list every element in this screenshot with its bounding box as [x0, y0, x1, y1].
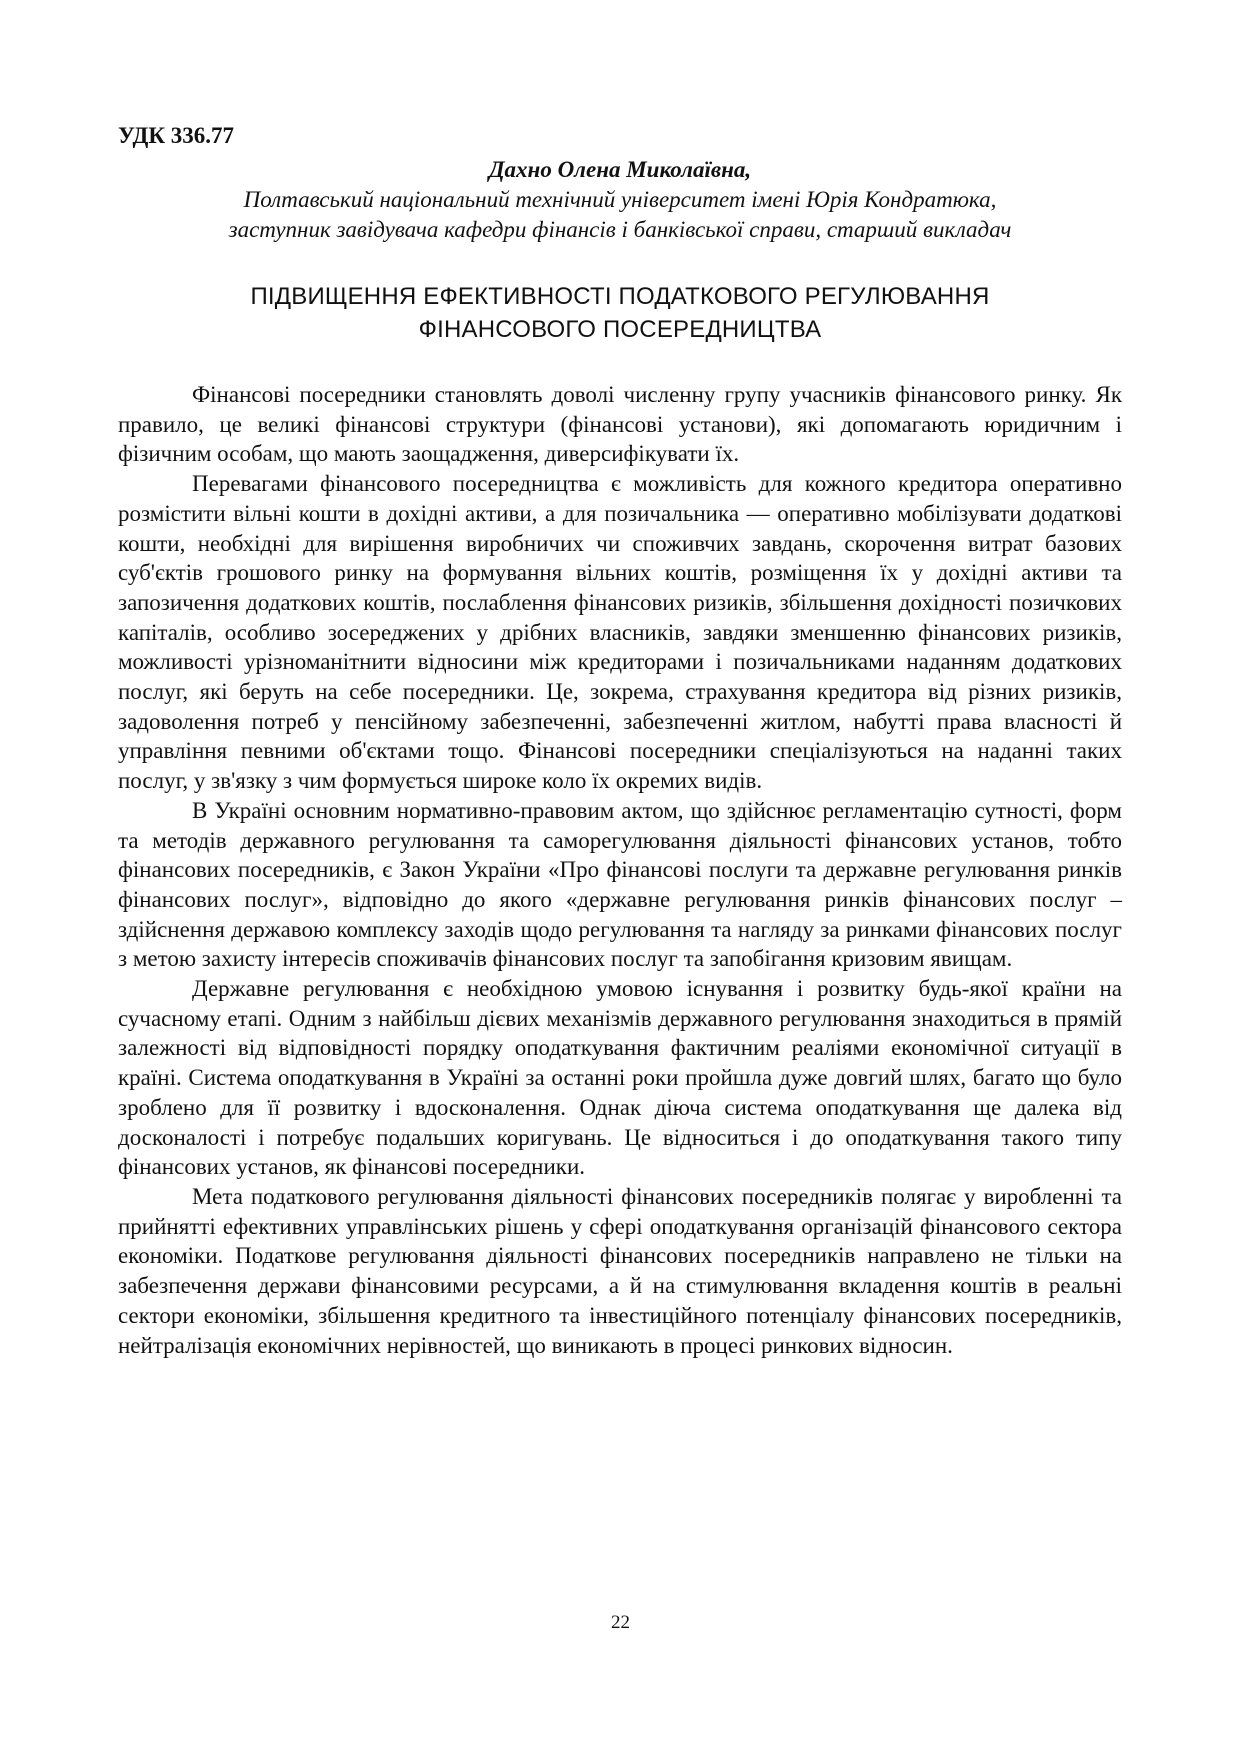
- author-block: [118, 155, 1122, 245]
- paragraph-2: Перевагами фінансового посередництва є можливість для кожного кредитора оперативно розмістити вільні кошти в дохідні активи, а для позичальника — оперативно мобілізувати додаткові кошти, необхідні для вирішення виробничих чи споживчих завдань, скорочення витрат базових суб'єктів грошового ринку на формування вільних коштів, розміщення їх у дохідні активи та запозичення додаткових коштів, послаблення фінансових ризиків, збільшення дохідності позичкових капіталів, особливо зосереджених у дрібних власників, завдяки зменшенню фінансових ризиків, можливості урізноманітнити відносини між кредиторами і позичальниками наданням додаткових послуг, які беруть на себе посередники. Це, зокрема, страхування кредитора від різних ризиків, задоволення потреб у пенсійному забезпеченні, забезпеченні житлом, набутті права власності й управління певними об'єктами тощо. Фінансові посередники спеціалізуються на наданні таких послуг, у зв'язку з чим формується широке коло їх окремих видів.: [118, 471, 1122, 794]
- paragraph-1: Фінансові посередники становлять доволі численну групу учасників фінансового ринку. Як правило, це великі фінансові структури (фінансові установи), які допомагають юридичним і фізичним особам, що мають заощадження, диверсифікувати їх.: [118, 382, 1122, 467]
- paragraph-4: Державне регулювання є необхідною умовою існування і розвитку будь-якої країни на сучасному етапі. Одним з найбільш дієвих механізмів державного регулювання знаходиться в прямій залежності від відповідності порядку оподаткування фактичним реаліями економічної ситуації в країні. Система оподаткування в Україні за останні роки пройшла дуже довгий шлях, багато що було зроблено для її розвитку і вдосконалення. Однак діюча система оподаткування ще далека від досконалості і потребує подальших коригувань. Це відноситься і до оподаткування такого типу фінансових установ, як фінансові посередники.: [118, 976, 1122, 1180]
- author-affiliation-line-2: заступник завідувача кафедри фінансів і банківської справи, старший викладач: [228, 217, 1012, 242]
- author-name: Дахно Олена Миколаївна,: [488, 157, 752, 182]
- paragraph-3: В Україні основним нормативно-правовим актом, що здійснює регламентацію сутності, форм та методів державного регулювання та саморегулювання діяльності фінансових установ, тобто фінансових посередників, є Закон України «Про фінансові послуги та державне регулювання ринків фінансових послуг», відповідно до якого «державне регулювання ринків фінансових послуг – здійснення державою комплексу заходів щодо регулювання та нагляду за ринками фінансових послуг з метою захисту інтересів споживачів фінансових послуг та запобігання кризовим явищам.: [118, 797, 1122, 972]
- udk-code: УДК 336.77: [118, 123, 235, 148]
- article-body: [118, 380, 1122, 1360]
- paragraph-5: Мета податкового регулювання діяльності фінансових посередників полягає у виробленні та прийнятті ефективних управлінських рішень у сфері оподаткування організацій фінансового сектора економіки. Податкове регулювання діяльності фінансових посередників направлено не тільки на забезпечення держави фінансовими ресурсами, а й на стимулювання вкладення коштів в реальні сектори економіки, збільшення кредитного та інвестиційного потенціалу фінансових посередників, нейтралізація економічних нерівностей, що виникають в процесі ринкових відносин.: [118, 1183, 1122, 1358]
- author-affiliation-line-1: Полтавський національний технічний університет імені Юрія Кондратюка,: [243, 187, 997, 212]
- article-title-line-2: ФІНАНСОВОГО ПОСЕРЕДНИЦТВА: [418, 316, 822, 343]
- page-number: 22: [611, 1612, 630, 1633]
- article-title-line-1: ПІДВИЩЕННЯ ЕФЕКТИВНОСТІ ПОДАТКОВОГО РЕГУЛЮВАННЯ: [250, 283, 990, 310]
- article-title: [118, 280, 1122, 346]
